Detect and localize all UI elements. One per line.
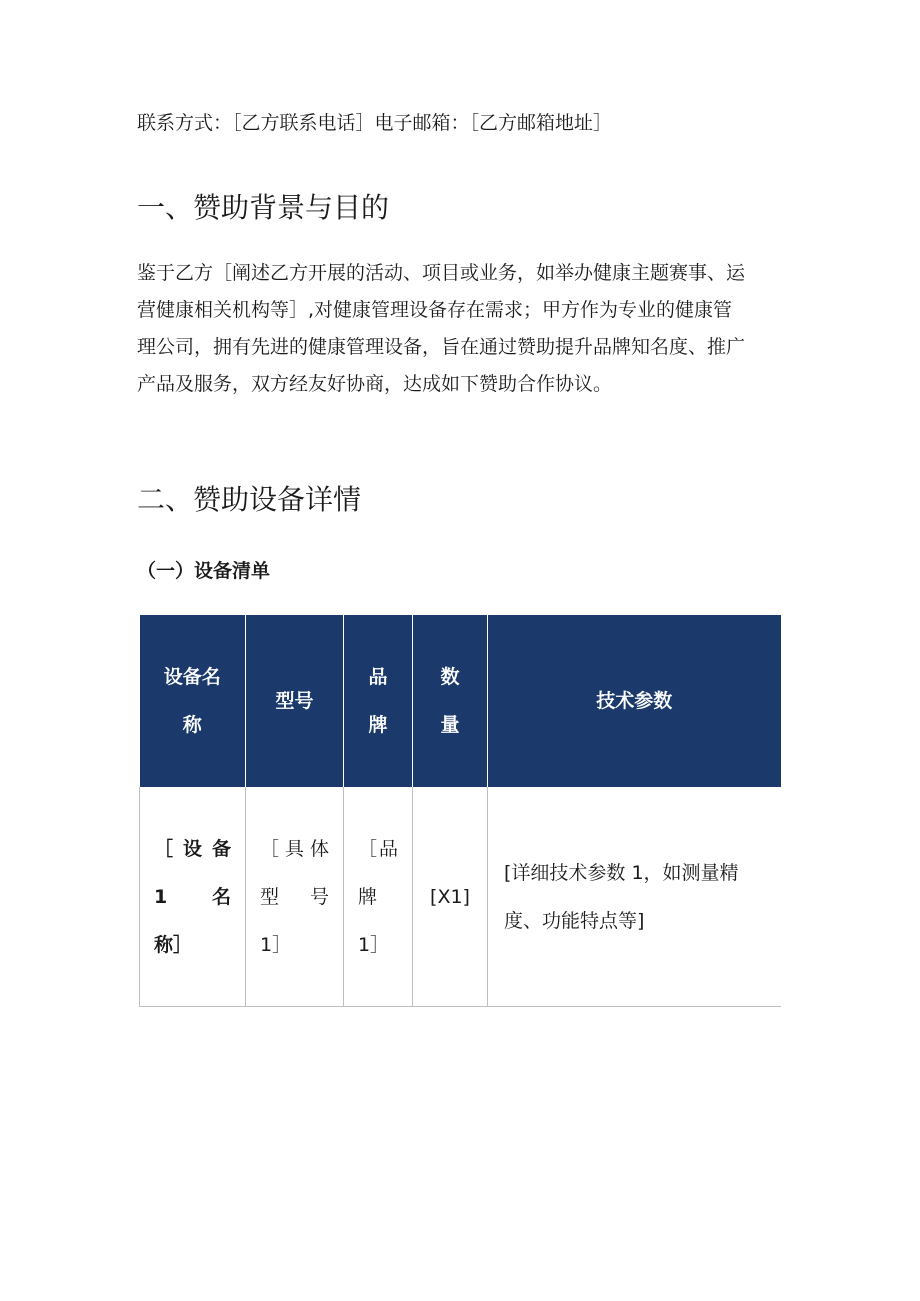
paragraph-line: 理公司，拥有先进的健康管理设备，旨在通过赞助提升品牌知名度、推广: [137, 336, 746, 358]
section-heading-background: 一、赞助背景与目的: [137, 191, 390, 224]
paragraph-line: 鉴于乙方［阐述乙方开展的活动、项目或业务，如举办健康主题赛事、运: [137, 262, 746, 284]
paragraph-line: 产品及服务，双方经友好协商，达成如下赞助合作协议。: [137, 373, 613, 395]
cell-brand: ［品 牌 1］: [344, 787, 413, 1007]
subsection-heading-equipment-list: （一）设备清单: [137, 560, 271, 582]
header-quantity: 数 量: [413, 615, 488, 787]
table-header-row: [140, 615, 781, 787]
cell-tech-specs: [详细技术参数 1，如测量精 度、功能特点等]: [488, 787, 781, 1007]
cell-model: ［具体 型 号 1］: [246, 787, 344, 1007]
header-device-name: 设备名 称: [140, 615, 246, 787]
header-model: 型号: [246, 615, 344, 787]
equipment-table: [139, 615, 781, 1007]
paragraph-line: 营健康相关机构等］,对健康管理设备存在需求；甲方作为专业的健康管: [137, 299, 733, 321]
background-paragraph: [137, 255, 787, 403]
cell-device-name: ［设备 1 名 称］: [140, 787, 246, 1007]
table-row: [140, 787, 781, 1007]
contact-info: 联系方式：［乙方联系电话］电子邮箱：［乙方邮箱地址］: [137, 112, 613, 134]
cell-quantity: [X1]: [413, 787, 488, 1007]
header-tech-specs: 技术参数: [488, 615, 781, 787]
header-brand: 品 牌: [344, 615, 413, 787]
section-heading-equipment: 二、赞助设备详情: [137, 483, 362, 516]
